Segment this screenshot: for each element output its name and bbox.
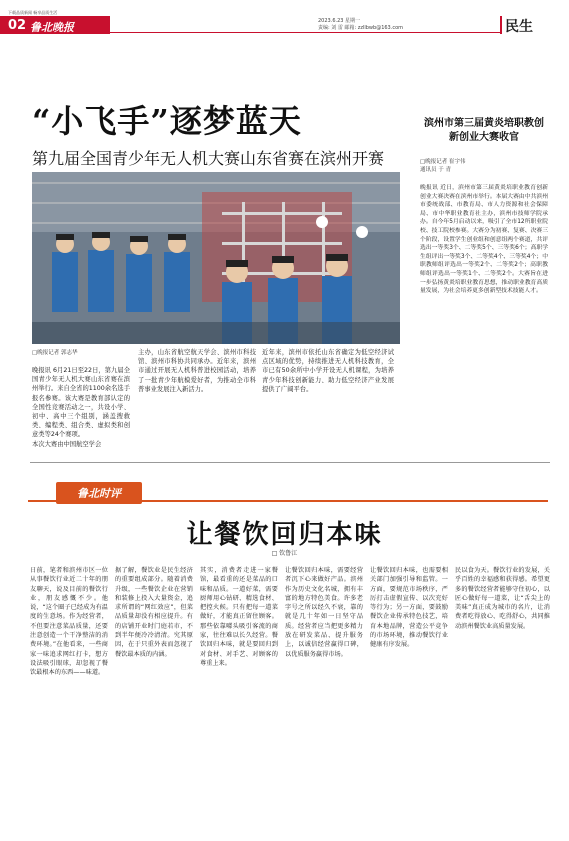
editorial-col: 据了解，餐饮业是民生经济的重要组成部分。随着消费升级，一些餐饮企业在营销和装修上投入大量资金，追求所谓的“网红效应”，但菜品质量却没有相应提升。有的店铺开业时门庭若市，不到半年便冷冷清清。究其原因，在于只重外表而忽视了餐饮最本质的内涵。: [115, 567, 193, 658]
editorial-col: 日前，笔者和滨州市区一位从事餐饮行业近二十年的朋友聊天，说及目前的餐饮行业，朋友感慨不少。他说，“这个圈子已经成为有温度的生意场。作为经营者，不但要注意菜品质量，还要注意创造一个干净整洁的消费环境。”在他看来，一些商家一味追求网红打卡，想方设法吸引眼球，却忽视了餐饮最根本的东西——味道。: [30, 567, 108, 677]
side-byline-correspondent: 通讯员 于 青: [420, 167, 451, 173]
editorial-col: 让餐饮回归本味，需要经营者沉下心来做好产品。滨州作为历史文化名城，拥有丰富的地方特色美食。许多老字号之所以经久不衰，靠的就是几十年如一日坚守品质。经营者应当把更多精力放在研发菜品、提升服务上，以诚信经营赢得口碑，以优质服务赢得市场。: [285, 567, 363, 658]
header-bar: [0, 16, 569, 34]
main-body-col2: 主办，山东省航空航天学会、滨州市科技馆、滨州市科协共同承办。近年来，滨州市通过开展无人机科普进校园活动，培养了一批青少年航模爱好者，为推动全市科普事业发展注入新活力。: [138, 349, 256, 393]
header-rule: [110, 32, 502, 33]
editorial-headline: 让餐饮回归本味: [186, 520, 383, 550]
main-body-paragraph: 晚报讯 6月21日至22日，第九届全国青少年无人机大赛山东省赛在滨州举行。来自全省的1100余名选手报名参赛。该大赛是教育部认定的全国性竞赛活动之一，共设小学、初中、高中三个组别，涵盖搜救类、编程类、组合类、虚拟类和创意类等24个赛项。: [32, 367, 130, 439]
main-headline: “小飞手”逐梦蓝天: [32, 102, 302, 140]
column-badge: [56, 482, 142, 504]
header-brand-block: [0, 16, 110, 34]
main-subheadline: 第九届全国青少年无人机大赛山东省赛在滨州开赛: [32, 149, 385, 168]
column-badge-label: 鲁北时评: [77, 487, 121, 500]
editorial-col: 其实，消费者走进一家餐馆，最看重的还是菜品的口味和品质。一道好菜，需要厨师用心钻研、精选食材、把控火候。只有把每一道菜做好，才能真正留住顾客。那些依靠噱头吸引客流的商家，往往难以长久经营。餐饮回归本味，就是要回归到对食材、对手艺、对顾客的尊重上来。: [200, 567, 278, 667]
editorial-col: 让餐饮回归本味，也需要相关部门加强引导和监管。一方面，要规范市场秩序，严厉打击虚假宣传、以次充好等行为；另一方面，要鼓励餐饮企业传承特色技艺，培育本地品牌，营造公平竞争的市场环境，推动餐饮行业健康有序发展。: [370, 567, 448, 649]
main-body-paragraph: 本次大赛由中国航空学会: [32, 440, 102, 448]
side-body: 晚报讯 近日，滨州市第三届黄炎培职业教育创新创业大赛决赛在滨州市举行。本届大赛由中共滨州市委统战部、市教育局、市人力资源和社会保障局、市中华职业教育社主办，滨州市技师学院承办。自今年5月启动以来，吸引了全市12所职业院校、技工院校参赛。大赛分为初赛、复赛、决赛三个阶段，设置学生创业组和创意组两个赛道，共评选出一等奖3个、二等奖5个、三等奖6个；高职学生组评出一等奖3个、二等奖4个、三等奖4个；中职教师组评选出一等奖2个、二等奖2个；高职教师组评选出一等奖1个、二等奖2个。大赛旨在进一步弘扬黄炎培职业教育思想，推动职业教育高质量发展，为社会培养更多创新型技术技能人才。: [420, 185, 548, 295]
side-byline-reporter: □晚报记者 崔宇伟: [420, 159, 466, 165]
photo-illustration: [32, 172, 400, 344]
editorial-author: □ 钦鲁江: [271, 550, 298, 557]
header-slogan: 下载品质新闻 畅享品质生活: [8, 10, 58, 15]
page-number: 02: [8, 18, 27, 33]
section-name: 民生: [505, 19, 533, 35]
section-marker: [500, 16, 502, 34]
main-body-col3: 近年来，滨州市依托山东省确定为低空经济试点区域的优势，持续推进无人机科技教育，全市已有50余所中小学开设无人机课程，为培养青少年科技创新能力、助力低空经济产业发展提供了广阔平台。: [262, 349, 394, 393]
section-divider: [30, 462, 550, 463]
photo-credit: □晚报记者 郭志华: [32, 350, 78, 356]
header-date: 2023.6.23 星期一: [318, 18, 361, 24]
paper-name: 鲁北晚报: [30, 21, 74, 34]
side-byline: [420, 158, 465, 174]
header-info: [318, 18, 403, 32]
side-headline: 滨州市第三届黄炎培职教创新创业大赛收官: [424, 118, 544, 143]
main-body-col1: [32, 366, 130, 449]
drone-contest-photo: [32, 172, 400, 344]
editorial-col: 民以食为天。餐饮行业的发展，关乎百姓的幸福感和获得感。希望更多的餐饮经营者能够守住初心，以匠心做好每一道菜，让“舌尖上的美味”真正成为城市的名片，让消费者吃得放心、吃得舒心，共同推动滨州餐饮业高质量发展。: [455, 567, 550, 630]
header-editor: 责编: 刘 雷 邮箱: zzllbwb@163.com: [318, 25, 404, 31]
